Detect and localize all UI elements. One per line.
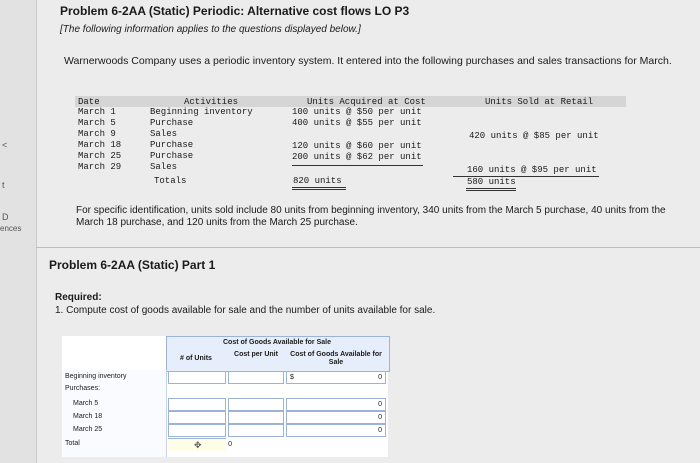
units-input-march25[interactable] [168, 424, 226, 437]
page-subtitle: [The following information applies to the questions displayed below.] [60, 24, 361, 35]
cogs-table-caption: Cost of Goods Available for Sale [222, 339, 331, 346]
currency-symbol: $ [290, 374, 294, 381]
cost-input-beginning[interactable] [228, 371, 284, 384]
tx-date: March 1 [78, 107, 116, 117]
move-cursor-icon: ✥ [194, 440, 202, 450]
units-input-march18[interactable] [168, 411, 226, 424]
tx-activity: Purchase [150, 151, 194, 161]
chevron-left-icon[interactable]: < [2, 140, 8, 150]
row-label-march18: March 18 [73, 413, 103, 420]
tx-header-date: Date [78, 97, 100, 107]
available-value-march25: 0 [378, 427, 382, 434]
sidebar-label-references[interactable]: ences [0, 224, 22, 233]
tx-activity: Purchase [150, 118, 194, 128]
acquired-underline [292, 165, 423, 166]
cost-input-march25[interactable] [228, 424, 284, 437]
required-text: 1. Compute cost of goods available for sale and the number of units available for sale. [55, 305, 436, 316]
tx-date: March 9 [78, 129, 116, 139]
tx-date: March 25 [78, 151, 122, 161]
col-units-header: # of Units [180, 355, 212, 362]
col-cost-header: Cost per Unit [234, 351, 278, 358]
cost-input-march5[interactable] [228, 398, 284, 411]
tx-totals-acquired: 820 units [293, 176, 342, 186]
tx-date: March 29 [78, 162, 122, 172]
tx-acquired: 120 units @ $60 per unit [292, 141, 422, 151]
units-input-march5[interactable] [168, 398, 226, 411]
sidebar-glyph-d: D [2, 212, 9, 222]
specific-identification-text: For specific identification, units sold include 80 units from beginning inventory, 340 units from the March 5 purchase, 40 units from the March 18 purchase, and 120 units from the March 25 purchase. [76, 205, 666, 228]
tx-activity: Sales [150, 129, 178, 139]
tx-activity: Beginning inventory [150, 107, 253, 117]
available-value-march18: 0 [378, 414, 382, 421]
sidebar-glyph-t: t [2, 180, 5, 190]
tx-activity: Purchase [150, 140, 194, 150]
intro-text: Warnerwoods Company uses a periodic inventory system. It entered into the following purchases and sales transactions for March. [64, 55, 672, 67]
tx-totals-sold: 580 units [467, 177, 516, 187]
available-value-march5: 0 [378, 401, 382, 408]
tx-header-sold: Units Sold at Retail [485, 97, 594, 107]
required-label: Required: [55, 292, 102, 303]
tx-sold: 160 units @ $95 per unit [467, 165, 597, 175]
tx-header-acquired: Units Acquired at Cost [307, 97, 426, 107]
units-input-beginning[interactable] [168, 371, 226, 384]
totals-double-underline [292, 189, 346, 190]
row-label-total: Total [65, 440, 80, 447]
tx-activity: Sales [150, 162, 178, 172]
tx-acquired: 400 units @ $55 per unit [292, 118, 422, 128]
row-label-beginning: Beginning inventory [65, 373, 127, 380]
tx-date: March 5 [78, 118, 116, 128]
units-total-value: 0 [228, 441, 232, 448]
page-title: Problem 6-2AA (Static) Periodic: Alternative cost flows LO P3 [60, 4, 410, 18]
tx-header-activities: Activities [184, 97, 239, 107]
col-available-header: Cost of Goods Available for Sale [290, 351, 382, 366]
tx-acquired: 100 units @ $50 per unit [292, 107, 422, 117]
tx-acquired: 200 units @ $62 per unit [292, 152, 422, 162]
row-label-purchases: Purchases: [65, 385, 101, 392]
cogs-table [62, 336, 388, 457]
tx-totals-label: Totals [154, 176, 187, 186]
tx-sold: 420 units @ $85 per unit [469, 131, 599, 141]
available-value-beginning: 0 [378, 374, 382, 381]
row-label-march5: March 5 [73, 400, 99, 407]
part-title: Problem 6-2AA (Static) Part 1 [49, 258, 216, 272]
row-label-march25: March 25 [73, 426, 103, 433]
totals-double-underline [466, 190, 516, 191]
tx-date: March 18 [78, 140, 122, 150]
main-content [36, 0, 700, 463]
cost-input-march18[interactable] [228, 411, 284, 424]
left-sidebar-strip [0, 0, 37, 463]
totals-double-underline [466, 188, 516, 189]
totals-double-underline [292, 187, 346, 188]
